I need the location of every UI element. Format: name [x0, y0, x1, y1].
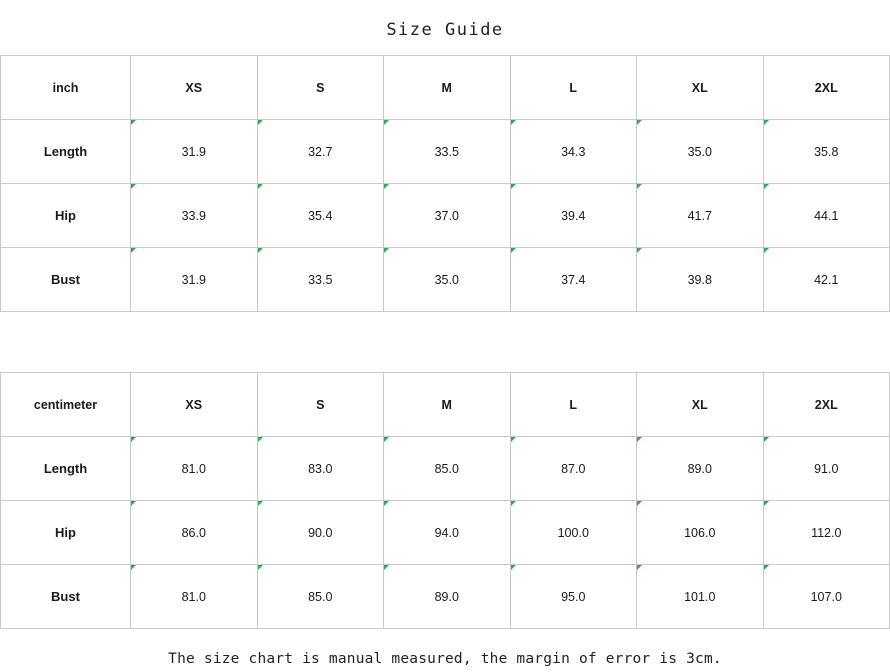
cell-bust-l: 95.0: [510, 565, 637, 629]
cell-length-m: 85.0: [384, 437, 511, 501]
cell-hip-2xl: 44.1: [763, 184, 890, 248]
cell-bust-2xl: 107.0: [763, 565, 890, 629]
cell-bust-2xl: 42.1: [763, 248, 890, 312]
cell-hip-l: 100.0: [510, 501, 637, 565]
cell-length-2xl: 91.0: [763, 437, 890, 501]
cell-hip-s: 35.4: [257, 184, 384, 248]
table-row: [1, 248, 890, 312]
cell-hip-l: 39.4: [510, 184, 637, 248]
table-header-row: [1, 373, 890, 437]
size-header-xs: XS: [131, 373, 258, 437]
size-header-l: L: [510, 373, 637, 437]
cell-bust-l: 37.4: [510, 248, 637, 312]
cell-hip-xs: 86.0: [131, 501, 258, 565]
measure-label-hip: Hip: [1, 501, 131, 565]
cell-hip-xl: 106.0: [637, 501, 764, 565]
cell-length-xs: 31.9: [131, 120, 258, 184]
cell-length-s: 83.0: [257, 437, 384, 501]
measure-label-length: Length: [1, 120, 131, 184]
cell-bust-s: 85.0: [257, 565, 384, 629]
size-table-inch: [0, 55, 890, 312]
cell-bust-xs: 31.9: [131, 248, 258, 312]
size-header-m: M: [384, 56, 511, 120]
table-row: [1, 501, 890, 565]
cell-hip-m: 37.0: [384, 184, 511, 248]
cell-bust-xl: 39.8: [637, 248, 764, 312]
size-header-l: L: [510, 56, 637, 120]
size-header-2xl: 2XL: [763, 373, 890, 437]
cell-bust-xs: 81.0: [131, 565, 258, 629]
cell-hip-xs: 33.9: [131, 184, 258, 248]
cell-hip-s: 90.0: [257, 501, 384, 565]
cell-length-2xl: 35.8: [763, 120, 890, 184]
cell-length-xl: 89.0: [637, 437, 764, 501]
size-header-m: M: [384, 373, 511, 437]
page-title: Size Guide: [386, 20, 504, 40]
size-header-xl: XL: [637, 373, 764, 437]
table-row: [1, 437, 890, 501]
cell-hip-xl: 41.7: [637, 184, 764, 248]
cell-length-l: 34.3: [510, 120, 637, 184]
measure-label-hip: Hip: [1, 184, 131, 248]
unit-label-centimeter: centimeter: [1, 373, 131, 437]
size-header-2xl: 2XL: [763, 56, 890, 120]
cell-bust-m: 89.0: [384, 565, 511, 629]
size-table-centimeter: [0, 372, 890, 629]
unit-label-inch: inch: [1, 56, 131, 120]
size-header-s: S: [257, 56, 384, 120]
size-header-s: S: [257, 373, 384, 437]
cell-bust-s: 33.5: [257, 248, 384, 312]
table-row: [1, 565, 890, 629]
cell-hip-m: 94.0: [384, 501, 511, 565]
cell-length-xl: 35.0: [637, 120, 764, 184]
cell-bust-m: 35.0: [384, 248, 511, 312]
table-header-row: [1, 56, 890, 120]
measure-label-length: Length: [1, 437, 131, 501]
measure-label-bust: Bust: [1, 248, 131, 312]
table-row: [1, 184, 890, 248]
cell-length-s: 32.7: [257, 120, 384, 184]
cell-hip-2xl: 112.0: [763, 501, 890, 565]
table-row: [1, 120, 890, 184]
size-header-xs: XS: [131, 56, 258, 120]
table-spacer: [0, 312, 890, 372]
measure-label-bust: Bust: [1, 565, 131, 629]
footer-note: The size chart is manual measured, the margin of error is 3cm.: [168, 651, 722, 667]
cell-length-m: 33.5: [384, 120, 511, 184]
cell-length-xs: 81.0: [131, 437, 258, 501]
cell-length-l: 87.0: [510, 437, 637, 501]
cell-bust-xl: 101.0: [637, 565, 764, 629]
size-header-xl: XL: [637, 56, 764, 120]
